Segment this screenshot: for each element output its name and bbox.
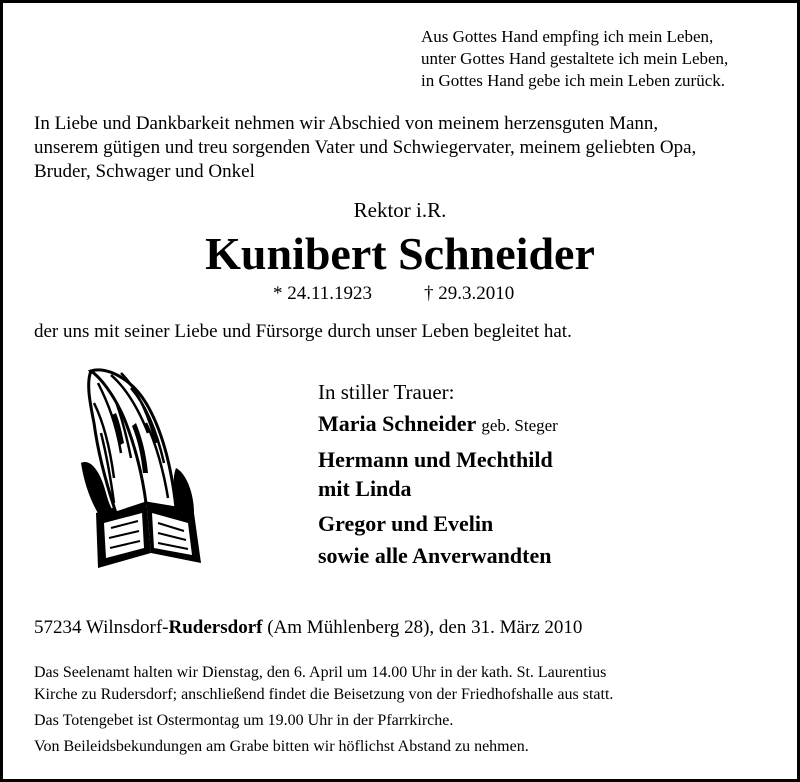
praying-hands-icon — [76, 363, 201, 568]
place-suffix: (Am Mühlenberg 28), den 31. März 2010 — [262, 617, 583, 638]
death-date: † 29.3.2010 — [424, 283, 515, 304]
mourner-entry: mit Linda — [318, 476, 412, 501]
maiden-name: geb. Steger — [481, 416, 558, 435]
intro-text — [34, 112, 696, 184]
mourner-entry: Hermann und Mechthild — [318, 447, 553, 472]
note-line: Das Seelenamt halten wir Dienstag, den 6. April um 14.00 Uhr in der kath. St. Laurentius — [34, 664, 607, 681]
mourner-entry — [318, 408, 558, 442]
service-notes — [34, 662, 613, 758]
intro-line: Bruder, Schwager und Onkel — [34, 161, 255, 182]
place-prefix: 57234 Wilnsdorf- — [34, 617, 169, 638]
mourners-block — [318, 376, 558, 572]
deceased-name: Kunibert Schneider — [205, 228, 595, 279]
mourner-entry: Gregor und Evelin — [318, 511, 494, 536]
mourner-entry: sowie alle Anverwandten — [318, 543, 552, 568]
place-date-line — [34, 617, 582, 639]
deceased-title: Rektor i.R. — [353, 198, 447, 222]
verse-block — [421, 26, 728, 92]
tribute-text: der uns mit seiner Liebe und Fürsorge durch unser Leben begleitet hat. — [34, 321, 572, 342]
intro-line: unserem gütigen und treu sorgenden Vater und Schwiegervater, meinem geliebten Opa, — [34, 137, 697, 158]
mourner-name: Maria Schneider — [318, 411, 476, 436]
note-line: Kirche zu Rudersdorf; anschließend findet die Beisetzung von der Friedhofshalle aus statt. — [34, 686, 614, 703]
verse-line: unter Gottes Hand gestaltete ich mein Leben, — [421, 49, 729, 68]
verse-line: in Gottes Hand gebe ich mein Leben zurück. — [421, 71, 726, 90]
note-line: Das Totengebet ist Ostermontag um 19.00 Uhr in der Pfarrkirche. — [34, 712, 454, 729]
intro-line: In Liebe und Dankbarkeit nehmen wir Abschied von meinem herzensguten Mann, — [34, 113, 659, 134]
place-town: Rudersdorf — [168, 617, 263, 638]
birth-date: * 24.11.1923 — [273, 283, 373, 304]
note-line: Von Beileidsbekundungen am Grabe bitten wir höflichst Abstand zu nehmen. — [34, 738, 529, 755]
mourners-heading: In stiller Trauer: — [318, 380, 455, 404]
life-dates — [273, 283, 514, 305]
verse-line: Aus Gottes Hand empfing ich mein Leben, — [421, 27, 714, 46]
